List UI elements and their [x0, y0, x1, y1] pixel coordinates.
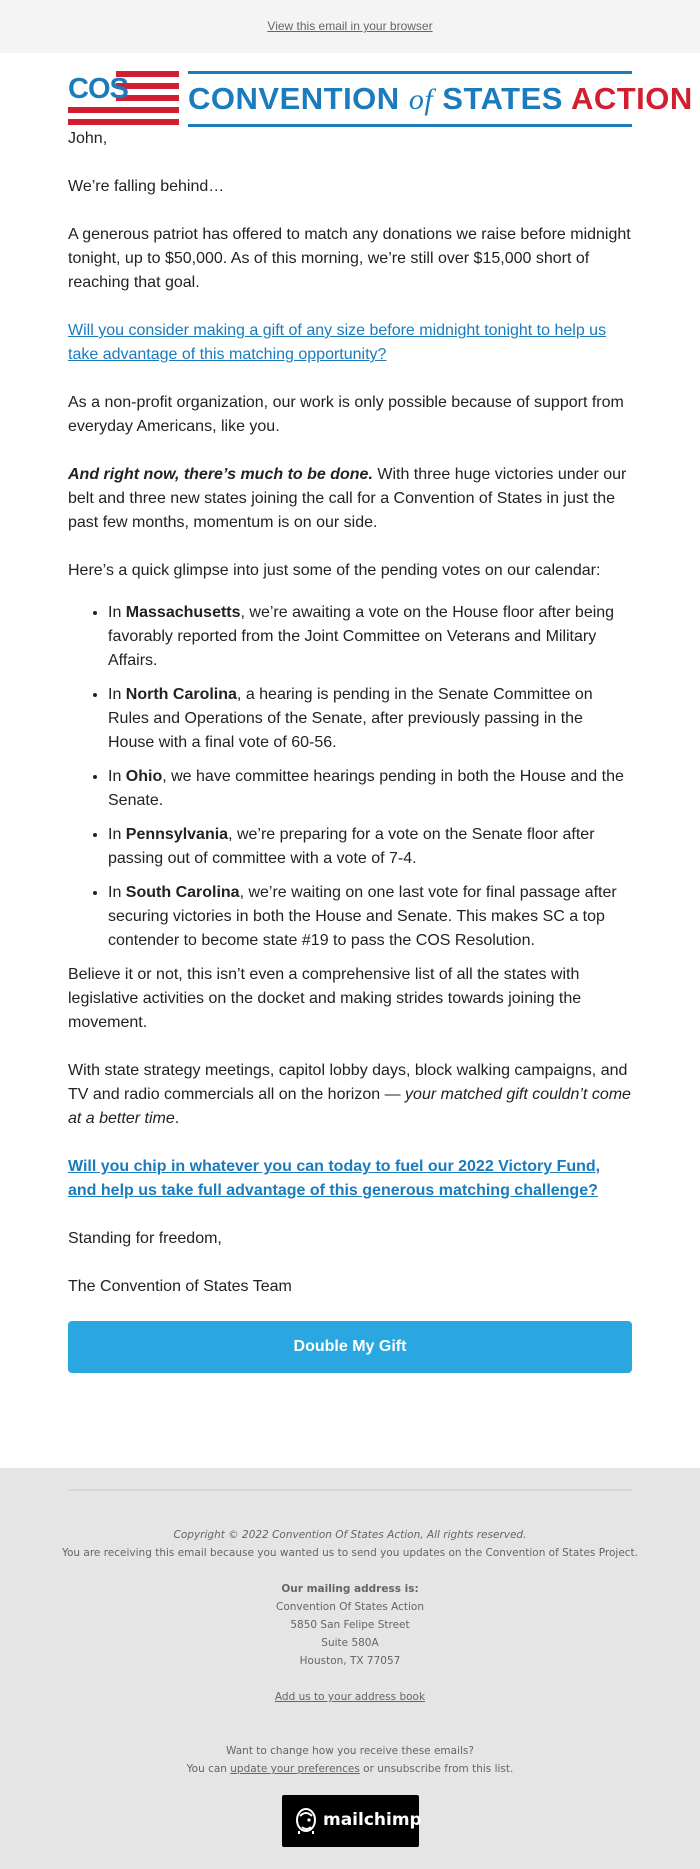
- address-line: Suite 580A: [321, 1637, 379, 1649]
- address-line: 5850 San Felipe Street: [290, 1619, 410, 1631]
- paragraph-pending-votes-intro: Here’s a quick glimpse into just some of the pending votes on our calendar:: [68, 562, 601, 579]
- list-item: • In Massachusetts, we’re awaiting a vote on the House floor after being favorably reported from the Joint Committee on Veterans and Military Affairs.: [108, 601, 632, 673]
- greeting: John,: [68, 130, 108, 147]
- update-preferences-link[interactable]: update your preferences: [230, 1763, 360, 1775]
- wordmark-text: [188, 81, 693, 118]
- logo-bottom-rule: [188, 124, 632, 127]
- momentum-text: With three huge victories under our belt and three new states joining the call for a Convention of States in just the past few months, momentum is on our side.: [68, 466, 627, 531]
- paragraph-match-offer: A generous patriot has offered to match any donations we raise before midnight tonight, up to $50,000. As of this morning, we’re still over $15,000 short of reaching that goal.: [68, 226, 631, 291]
- state-name: Massachusetts: [125, 604, 241, 621]
- list-item: • In Ohio, we have committee hearings pending in both the House and the Senate.: [108, 765, 632, 813]
- paragraph-horizon: With state strategy meetings, capitol lobby days, block walking campaigns, and TV and radio commercials all on the horizon — your matched gift couldn’t come at a better time.: [68, 1062, 631, 1127]
- cos-flag-logo-icon: [68, 71, 179, 127]
- state-name: South Carolina: [125, 884, 240, 901]
- footer: [0, 1468, 700, 1869]
- email-body: [0, 127, 700, 1299]
- add-address-book-link[interactable]: Add us to your address book: [274, 1691, 426, 1703]
- mailchimp-badge[interactable]: [282, 1795, 422, 1847]
- list-item: • In South Carolina, we’re waiting on one last vote for final passage after securing victories in both the House and Senate. This makes SC a top contender to become state #19 to pass the COS Resolution.: [108, 881, 632, 953]
- wordmark-states: STATES: [442, 81, 563, 116]
- address-line: Convention Of States Action: [276, 1601, 424, 1613]
- state-name: North Carolina: [125, 686, 237, 703]
- victory-fund-link[interactable]: Will you chip in whatever you can today to fuel our 2022 Victory Fund, and help us take full advantage of this generous matching challenge?: [68, 1158, 601, 1199]
- subscription-reason: You are receiving this email because you wanted us to send you updates on the Convention of States Project.: [61, 1547, 639, 1559]
- state-name: Pennsylvania: [125, 826, 229, 843]
- gift-link-1[interactable]: Will you consider making a gift of any size before midnight tonight to help us take advantage of this matching opportunity?: [68, 322, 607, 363]
- pending-votes-list: [68, 601, 632, 953]
- mailchimp-wordmark: mailchimp: [323, 1810, 422, 1830]
- logo-wordmark: [188, 71, 693, 127]
- view-in-browser-link[interactable]: View this email in your browser: [267, 19, 433, 33]
- signature: The Convention of States Team: [68, 1278, 292, 1295]
- preferences-line: You can update your preferences or unsubscribe from this list.: [186, 1763, 514, 1775]
- state-name: Ohio: [125, 768, 163, 785]
- paragraph-nonprofit: As a non-profit organization, our work is only possible because of support from everyday Americans, like you.: [68, 394, 624, 435]
- horizon-emphasis: your matched gift couldn’t come at a better time: [68, 1086, 631, 1127]
- mailing-address-label: Our mailing address is:: [281, 1583, 419, 1595]
- signoff: Standing for freedom,: [68, 1230, 222, 1247]
- logo-top-rule: [188, 71, 632, 74]
- list-item: • In North Carolina, a hearing is pending in the Senate Committee on Rules and Operations of the Senate, after previously passing in the House with a final vote of 60-56.: [108, 683, 632, 755]
- mailchimp-freddie-icon: [295, 1807, 317, 1835]
- logo-mark-text: COS: [68, 73, 128, 105]
- address-line: Houston, TX 77057: [299, 1655, 401, 1667]
- paragraph-momentum: [68, 463, 632, 535]
- wordmark-action: ACTION: [570, 81, 693, 116]
- paragraph-falling-behind: We’re falling behind…: [68, 178, 225, 195]
- change-delivery-question: Want to change how you receive these emails?: [226, 1745, 474, 1757]
- cos-action-logo: [68, 71, 693, 127]
- copyright: Copyright © 2022 Convention Of States Action, All rights reserved.: [173, 1529, 527, 1541]
- double-my-gift-button[interactable]: Double My Gift: [68, 1321, 632, 1373]
- wordmark-convention: CONVENTION: [188, 81, 400, 116]
- paragraph-not-comprehensive: Believe it or not, this isn’t even a comprehensive list of all the states with legislative activities on the docket and making strides towards joining the movement.: [68, 966, 582, 1031]
- momentum-emphasis: And right now, there’s much to be done.: [68, 466, 373, 483]
- list-item: • In Pennsylvania, we’re preparing for a vote on the Senate floor after passing out of committee with a vote of 7-4.: [108, 823, 632, 871]
- preheader-bar: [0, 0, 700, 53]
- wordmark-of: of: [408, 83, 434, 116]
- footer-divider: [68, 1489, 632, 1491]
